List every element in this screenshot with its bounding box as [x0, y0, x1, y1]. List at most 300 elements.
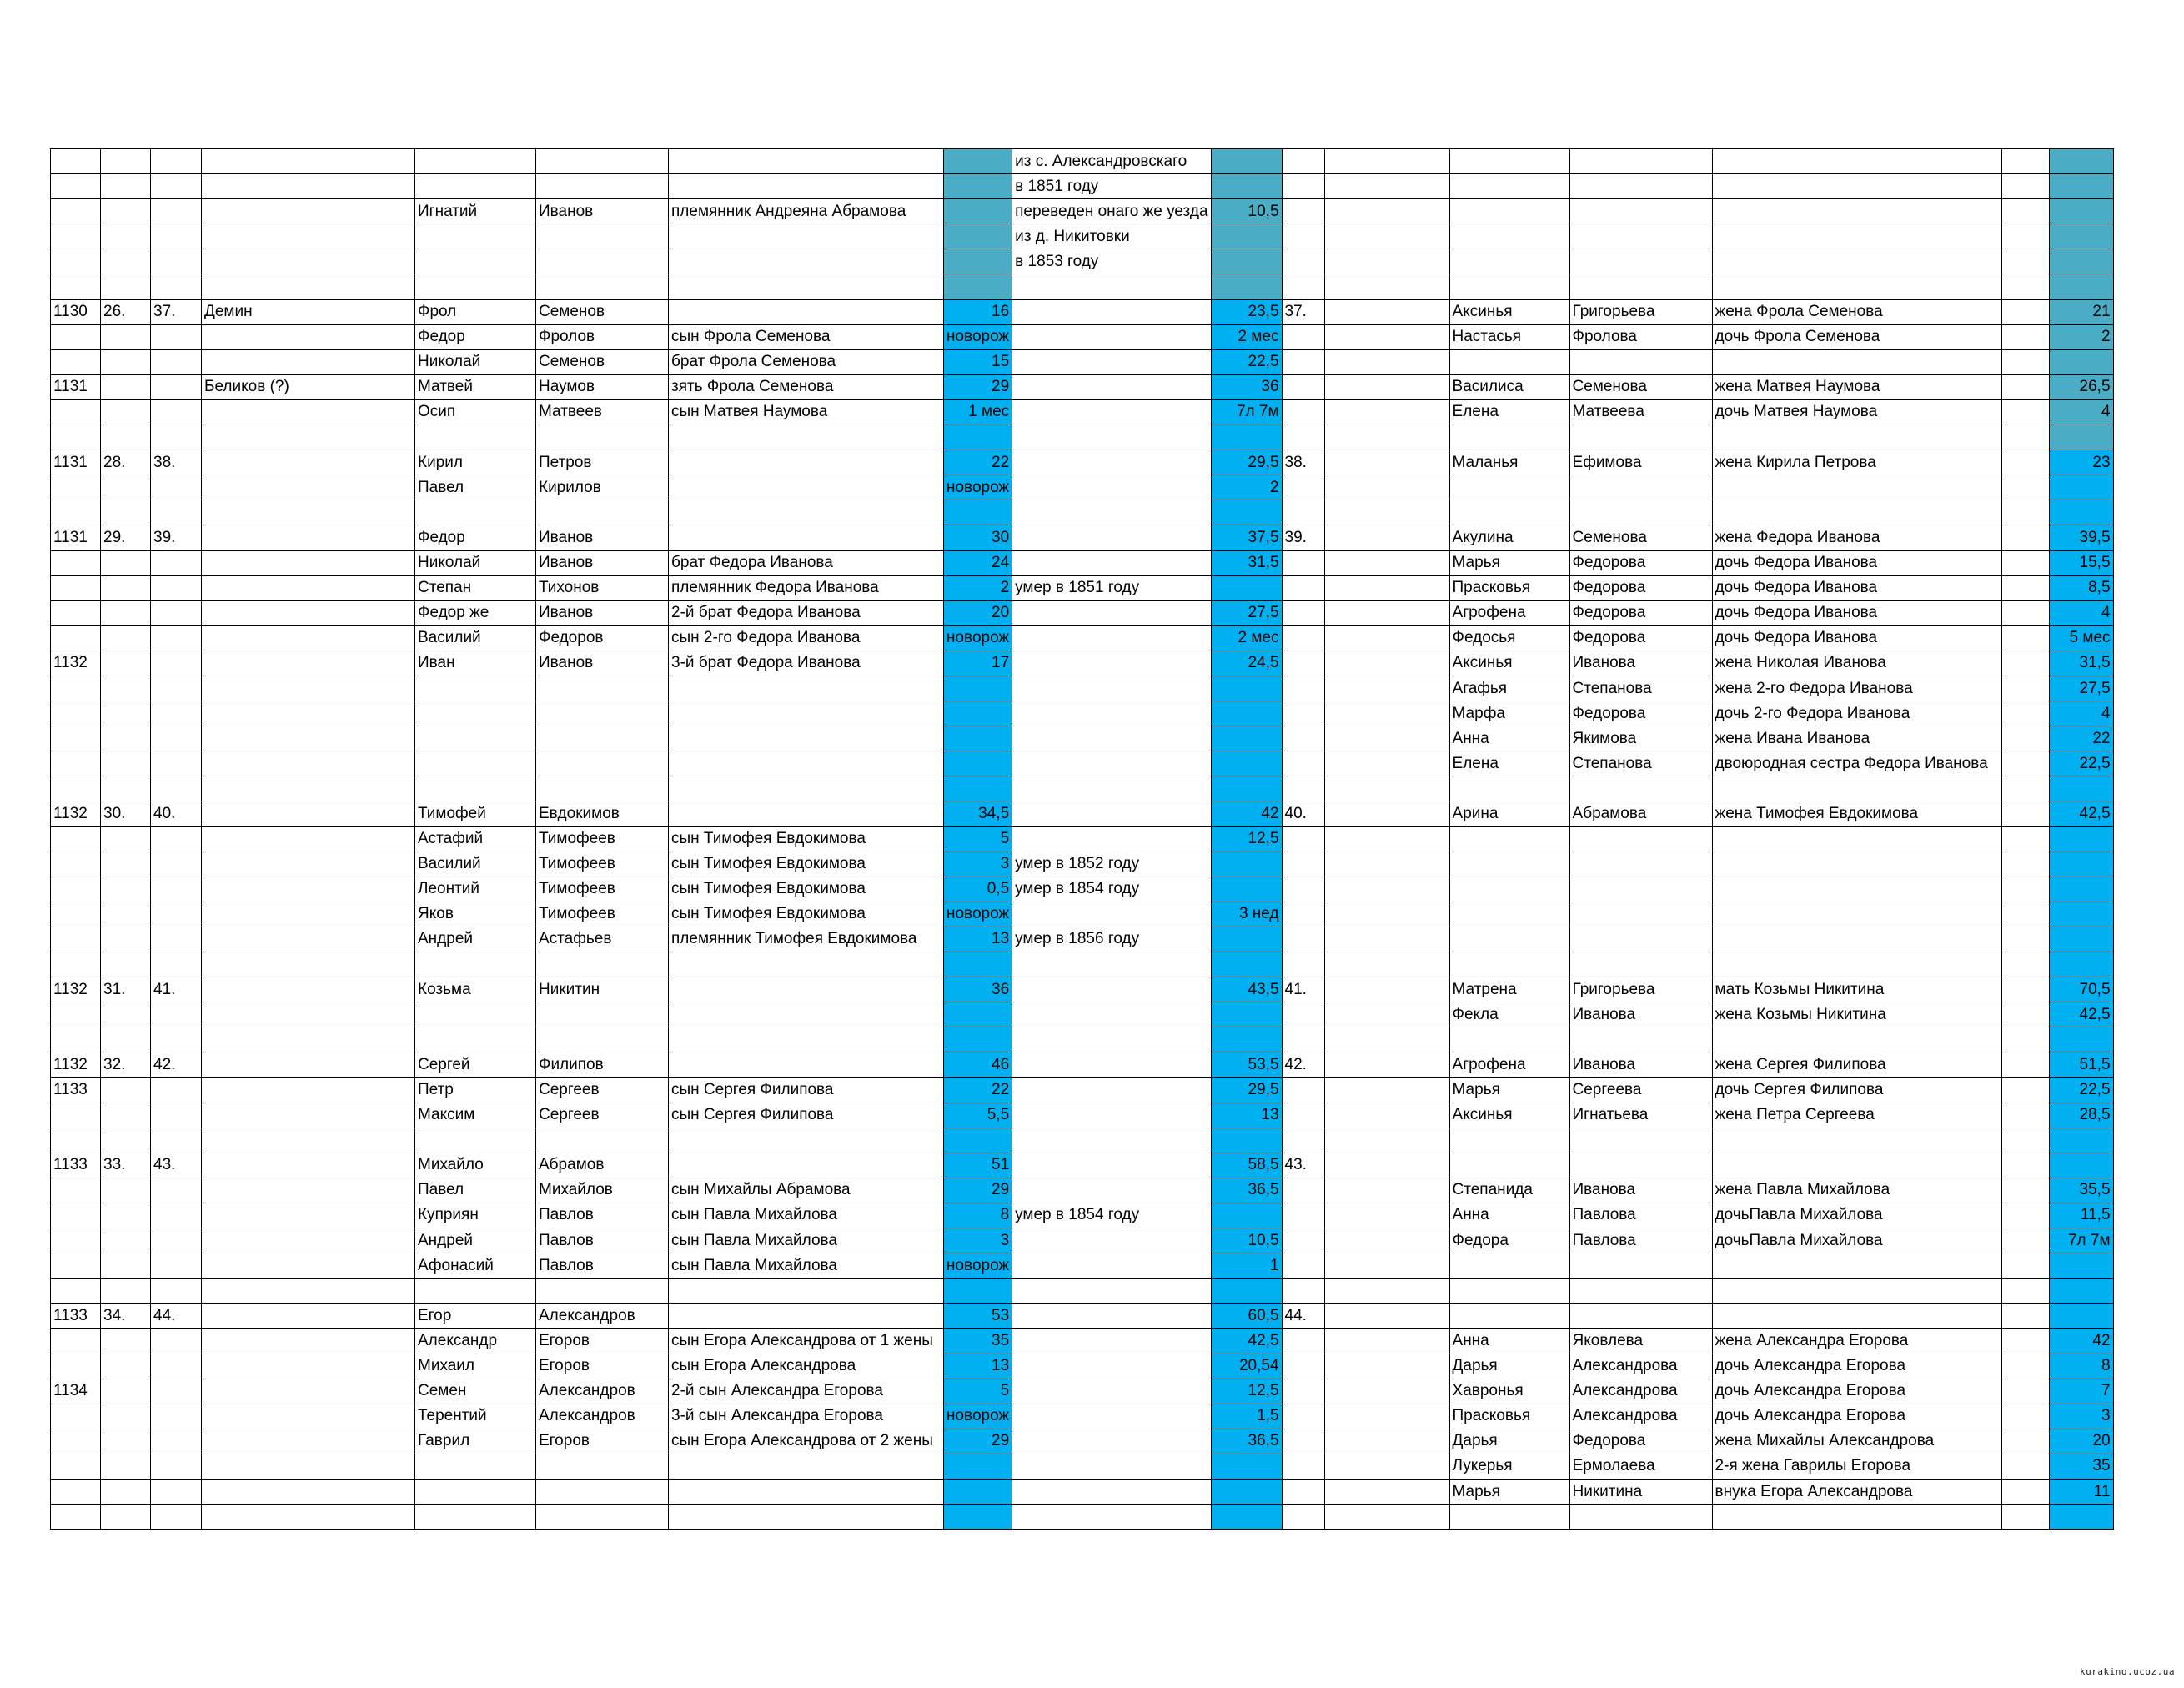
cell-house-no: [51, 902, 101, 927]
cell-first-name: Леонтий: [415, 877, 536, 902]
cell-patronymic: [536, 776, 669, 801]
cell-first-name: Матвей: [415, 374, 536, 399]
cell-relation: сын Егора Александрова от 2 жены: [669, 1429, 944, 1454]
cell-woman-name: Агрофена: [1449, 600, 1569, 625]
cell-male-no: [151, 776, 202, 801]
cell-house-no: 1132: [51, 801, 101, 826]
cell-blank: [1324, 1228, 1449, 1253]
cell-woman-patronymic: Степанова: [1569, 676, 1712, 701]
cell-woman-name: [1449, 952, 1569, 977]
cell-note: [1012, 1078, 1211, 1103]
cell-surname: [202, 776, 415, 801]
cell-female-no: 44.: [1282, 1304, 1324, 1329]
cell-note: [1012, 600, 1211, 625]
cell-woman-age: 35,5: [2049, 1178, 2113, 1203]
cell-note: [1012, 1153, 1211, 1178]
cell-house-no: [51, 575, 101, 600]
cell-woman-age: [2049, 826, 2113, 852]
cell-family-no: [101, 324, 151, 349]
cell-male-no: [151, 676, 202, 701]
cell-note: [1012, 701, 1211, 726]
cell-family-no: [101, 174, 151, 199]
cell-blank2: [2001, 399, 2049, 425]
cell-age-prev: [944, 1002, 1012, 1027]
cell-male-no: [151, 1479, 202, 1504]
cell-first-name: [415, 776, 536, 801]
cell-blank2: [2001, 575, 2049, 600]
cell-male-no: [151, 1203, 202, 1228]
cell-note: умер в 1852 году: [1012, 852, 1211, 877]
cell-first-name: [415, 500, 536, 525]
cell-woman-relation: жена Матвея Наумова: [1712, 374, 2001, 399]
cell-blank2: [2001, 550, 2049, 575]
cell-woman-age: 31,5: [2049, 651, 2113, 676]
cell-surname: [202, 600, 415, 625]
cell-surname: [202, 701, 415, 726]
cell-male-no: [151, 852, 202, 877]
cell-family-no: [101, 1002, 151, 1027]
cell-family-no: [101, 751, 151, 776]
cell-note: [1012, 1505, 1211, 1530]
cell-woman-name: [1449, 174, 1569, 199]
cell-age-prev: 5,5: [944, 1103, 1012, 1128]
cell-woman-age: [2049, 852, 2113, 877]
cell-woman-name: Аксинья: [1449, 1103, 1569, 1128]
cell-patronymic: Петров: [536, 450, 669, 475]
cell-woman-patronymic: [1569, 826, 1712, 852]
cell-relation: [669, 1128, 944, 1153]
cell-male-no: [151, 927, 202, 952]
cell-blank: [1324, 575, 1449, 600]
cell-age-now: 12,5: [1211, 826, 1282, 852]
cell-relation: [669, 1052, 944, 1078]
cell-woman-patronymic: [1569, 500, 1712, 525]
cell-woman-patronymic: [1569, 475, 1712, 500]
cell-woman-relation: жена Николая Иванова: [1712, 651, 2001, 676]
table-row: [51, 550, 2114, 575]
cell-note: [1012, 425, 1211, 450]
cell-blank2: [2001, 776, 2049, 801]
cell-woman-relation: [1712, 274, 2001, 299]
table-row: [51, 274, 2114, 299]
table-row: [51, 852, 2114, 877]
cell-woman-age: 42,5: [2049, 1002, 2113, 1027]
cell-family-no: [101, 425, 151, 450]
cell-woman-relation: жена Федора Иванова: [1712, 525, 2001, 550]
cell-age-now: [1211, 776, 1282, 801]
cell-first-name: Егор: [415, 1304, 536, 1329]
cell-woman-patronymic: Матвеева: [1569, 399, 1712, 425]
cell-note: из с. Александровскаго: [1012, 149, 1211, 174]
cell-age-now: 53,5: [1211, 1052, 1282, 1078]
cell-blank2: [2001, 199, 2049, 224]
cell-woman-age: [2049, 1279, 2113, 1304]
cell-woman-age: [2049, 475, 2113, 500]
cell-house-no: [51, 500, 101, 525]
cell-woman-age: 51,5: [2049, 1052, 2113, 1078]
cell-age-prev: 24: [944, 550, 1012, 575]
cell-woman-relation: жена Козьмы Никитина: [1712, 1002, 2001, 1027]
cell-woman-patronymic: [1569, 1128, 1712, 1153]
cell-blank2: [2001, 1454, 2049, 1479]
cell-woman-name: Агафья: [1449, 676, 1569, 701]
cell-woman-name: Арина: [1449, 801, 1569, 826]
cell-woman-age: [2049, 927, 2113, 952]
cell-note: [1012, 1228, 1211, 1253]
cell-family-no: [101, 149, 151, 174]
cell-age-now: 36: [1211, 374, 1282, 399]
cell-note: [1012, 651, 1211, 676]
cell-male-no: [151, 600, 202, 625]
cell-woman-name: [1449, 852, 1569, 877]
cell-male-no: [151, 826, 202, 852]
cell-blank: [1324, 399, 1449, 425]
cell-first-name: [415, 751, 536, 776]
cell-age-now: [1211, 726, 1282, 751]
cell-family-no: [101, 1027, 151, 1052]
cell-first-name: [415, 224, 536, 249]
cell-first-name: [415, 1454, 536, 1479]
cell-surname: [202, 1178, 415, 1203]
cell-male-no: [151, 174, 202, 199]
table-row: [51, 877, 2114, 902]
cell-note: [1012, 776, 1211, 801]
cell-woman-age: [2049, 425, 2113, 450]
cell-patronymic: [536, 500, 669, 525]
cell-relation: сын Фрола Семенова: [669, 324, 944, 349]
cell-woman-patronymic: [1569, 199, 1712, 224]
cell-surname: [202, 676, 415, 701]
cell-blank2: [2001, 651, 2049, 676]
cell-blank2: [2001, 1153, 2049, 1178]
cell-age-prev: 5: [944, 1379, 1012, 1404]
cell-woman-relation: [1712, 1153, 2001, 1178]
cell-house-no: [51, 249, 101, 274]
cell-blank: [1324, 199, 1449, 224]
cell-relation: [669, 450, 944, 475]
cell-first-name: [415, 726, 536, 751]
cell-age-now: 31,5: [1211, 550, 1282, 575]
cell-woman-name: Анна: [1449, 1329, 1569, 1354]
cell-woman-patronymic: [1569, 224, 1712, 249]
cell-blank2: [2001, 1479, 2049, 1504]
cell-blank2: [2001, 1505, 2049, 1530]
cell-first-name: Семен: [415, 1379, 536, 1404]
cell-female-no: [1282, 1228, 1324, 1253]
cell-patronymic: Филипов: [536, 1052, 669, 1078]
cell-first-name: Петр: [415, 1078, 536, 1103]
table-row: [51, 199, 2114, 224]
cell-surname: [202, 349, 415, 374]
cell-female-no: [1282, 174, 1324, 199]
cell-male-no: [151, 149, 202, 174]
cell-first-name: Гаврил: [415, 1429, 536, 1454]
cell-blank: [1324, 299, 1449, 324]
cell-woman-relation: жена Тимофея Евдокимова: [1712, 801, 2001, 826]
table-row: [51, 249, 2114, 274]
cell-female-no: [1282, 1404, 1324, 1429]
table-row: [51, 1253, 2114, 1279]
cell-woman-patronymic: Александрова: [1569, 1404, 1712, 1429]
cell-age-prev: 16: [944, 299, 1012, 324]
table-row: [51, 425, 2114, 450]
table-row: [51, 977, 2114, 1002]
cell-blank: [1324, 149, 1449, 174]
cell-woman-relation: двоюродная сестра Федора Иванова: [1712, 751, 2001, 776]
cell-female-no: [1282, 324, 1324, 349]
table-row: [51, 651, 2114, 676]
cell-woman-name: Анна: [1449, 726, 1569, 751]
cell-blank2: [2001, 1379, 2049, 1404]
cell-note: в 1851 году: [1012, 174, 1211, 199]
cell-first-name: [415, 701, 536, 726]
cell-surname: [202, 977, 415, 1002]
cell-first-name: Федор же: [415, 600, 536, 625]
cell-woman-age: 4: [2049, 600, 2113, 625]
cell-blank: [1324, 1329, 1449, 1354]
cell-house-no: [51, 1404, 101, 1429]
cell-blank2: [2001, 1002, 2049, 1027]
cell-woman-relation: дочь Федора Иванова: [1712, 625, 2001, 651]
cell-surname: [202, 1404, 415, 1429]
cell-age-now: 2 мес: [1211, 625, 1282, 651]
cell-female-no: [1282, 751, 1324, 776]
cell-surname: [202, 1078, 415, 1103]
cell-relation: [669, 1153, 944, 1178]
cell-woman-relation: мать Козьмы Никитина: [1712, 977, 2001, 1002]
table-row: [51, 751, 2114, 776]
cell-blank: [1324, 1027, 1449, 1052]
cell-woman-name: Маланья: [1449, 450, 1569, 475]
cell-male-no: [151, 1279, 202, 1304]
cell-blank2: [2001, 1052, 2049, 1078]
cell-blank2: [2001, 1078, 2049, 1103]
cell-first-name: Михаил: [415, 1354, 536, 1379]
cell-family-no: [101, 1479, 151, 1504]
cell-house-no: [51, 852, 101, 877]
cell-family-no: [101, 776, 151, 801]
cell-surname: [202, 324, 415, 349]
cell-woman-name: [1449, 826, 1569, 852]
cell-woman-name: Лукерья: [1449, 1454, 1569, 1479]
cell-blank2: [2001, 450, 2049, 475]
cell-first-name: Игнатий: [415, 199, 536, 224]
cell-woman-relation: 2-я жена Гаврилы Егорова: [1712, 1454, 2001, 1479]
cell-patronymic: Егоров: [536, 1354, 669, 1379]
cell-relation: сын Сергея Филипова: [669, 1103, 944, 1128]
cell-age-prev: [944, 199, 1012, 224]
cell-surname: [202, 877, 415, 902]
cell-note: умер в 1851 году: [1012, 575, 1211, 600]
cell-woman-relation: дочь Федора Иванова: [1712, 550, 2001, 575]
cell-first-name: [415, 1027, 536, 1052]
cell-relation: сын Тимофея Евдокимова: [669, 826, 944, 852]
cell-age-prev: 51: [944, 1153, 1012, 1178]
cell-house-no: [51, 701, 101, 726]
cell-woman-patronymic: [1569, 927, 1712, 952]
cell-family-no: [101, 826, 151, 852]
cell-blank2: [2001, 299, 2049, 324]
cell-family-no: [101, 1178, 151, 1203]
cell-family-no: 31.: [101, 977, 151, 1002]
cell-house-no: [51, 425, 101, 450]
cell-age-now: [1211, 952, 1282, 977]
cell-blank: [1324, 1304, 1449, 1329]
cell-note: [1012, 1103, 1211, 1128]
cell-blank2: [2001, 224, 2049, 249]
cell-note: [1012, 952, 1211, 977]
cell-woman-name: Елена: [1449, 399, 1569, 425]
cell-house-no: [51, 1479, 101, 1504]
cell-female-no: [1282, 1253, 1324, 1279]
cell-age-prev: 35: [944, 1329, 1012, 1354]
cell-male-no: [151, 500, 202, 525]
cell-family-no: [101, 600, 151, 625]
cell-age-prev: 15: [944, 349, 1012, 374]
cell-surname: [202, 952, 415, 977]
cell-surname: [202, 525, 415, 550]
cell-female-no: 42.: [1282, 1052, 1324, 1078]
cell-note: [1012, 374, 1211, 399]
cell-age-prev: новорож: [944, 902, 1012, 927]
cell-age-now: [1211, 1027, 1282, 1052]
cell-woman-relation: жена Петра Сергеева: [1712, 1103, 2001, 1128]
cell-woman-age: [2049, 249, 2113, 274]
cell-woman-patronymic: Семенова: [1569, 525, 1712, 550]
cell-blank: [1324, 525, 1449, 550]
table-row: [51, 801, 2114, 826]
cell-female-no: [1282, 902, 1324, 927]
cell-patronymic: [536, 952, 669, 977]
cell-blank2: [2001, 425, 2049, 450]
cell-male-no: [151, 952, 202, 977]
cell-woman-name: [1449, 1128, 1569, 1153]
cell-patronymic: Семенов: [536, 299, 669, 324]
cell-woman-patronymic: Ермолаева: [1569, 1454, 1712, 1479]
cell-family-no: [101, 349, 151, 374]
cell-male-no: [151, 1329, 202, 1354]
cell-age-prev: [944, 249, 1012, 274]
cell-woman-patronymic: Григорьева: [1569, 299, 1712, 324]
cell-surname: [202, 902, 415, 927]
cell-blank2: [2001, 751, 2049, 776]
cell-family-no: [101, 952, 151, 977]
cell-woman-relation: [1712, 1027, 2001, 1052]
cell-age-prev: 1 мес: [944, 399, 1012, 425]
cell-blank2: [2001, 600, 2049, 625]
cell-surname: [202, 1304, 415, 1329]
cell-woman-relation: дочь 2-го Федора Иванова: [1712, 701, 2001, 726]
cell-surname: [202, 726, 415, 751]
cell-age-prev: 29: [944, 1178, 1012, 1203]
cell-blank2: [2001, 625, 2049, 651]
cell-woman-age: 5 мес: [2049, 625, 2113, 651]
cell-blank2: [2001, 149, 2049, 174]
cell-woman-name: [1449, 149, 1569, 174]
cell-woman-name: [1449, 927, 1569, 952]
cell-blank: [1324, 1454, 1449, 1479]
cell-note: [1012, 751, 1211, 776]
cell-note: [1012, 1354, 1211, 1379]
cell-age-now: 37,5: [1211, 525, 1282, 550]
cell-woman-patronymic: [1569, 1505, 1712, 1530]
cell-relation: племянник Тимофея Евдокимова: [669, 927, 944, 952]
cell-house-no: [51, 324, 101, 349]
cell-family-no: [101, 1454, 151, 1479]
table-row: [51, 1279, 2114, 1304]
cell-woman-age: [2049, 349, 2113, 374]
cell-family-no: [101, 1103, 151, 1128]
cell-age-now: 13: [1211, 1103, 1282, 1128]
cell-family-no: [101, 1228, 151, 1253]
cell-house-no: [51, 550, 101, 575]
cell-surname: [202, 399, 415, 425]
cell-first-name: Осип: [415, 399, 536, 425]
cell-woman-patronymic: [1569, 852, 1712, 877]
cell-note: [1012, 1304, 1211, 1329]
table-row: [51, 1479, 2114, 1504]
cell-blank: [1324, 1354, 1449, 1379]
cell-woman-relation: жена Ивана Иванова: [1712, 726, 2001, 751]
cell-female-no: [1282, 651, 1324, 676]
cell-blank: [1324, 1153, 1449, 1178]
cell-age-now: 29,5: [1211, 450, 1282, 475]
cell-woman-age: 39,5: [2049, 525, 2113, 550]
cell-relation: [669, 1279, 944, 1304]
table-row: [51, 349, 2114, 374]
cell-family-no: 30.: [101, 801, 151, 826]
cell-house-no: 1132: [51, 1052, 101, 1078]
cell-blank: [1324, 902, 1449, 927]
cell-woman-relation: [1712, 349, 2001, 374]
cell-woman-patronymic: Иванова: [1569, 651, 1712, 676]
cell-surname: [202, 1354, 415, 1379]
cell-male-no: 37.: [151, 299, 202, 324]
cell-blank2: [2001, 1027, 2049, 1052]
cell-blank2: [2001, 1228, 2049, 1253]
cell-age-now: 36,5: [1211, 1429, 1282, 1454]
cell-woman-name: [1449, 902, 1569, 927]
cell-age-now: 23,5: [1211, 299, 1282, 324]
cell-female-no: [1282, 1379, 1324, 1404]
cell-house-no: 1134: [51, 1379, 101, 1404]
cell-age-now: [1211, 500, 1282, 525]
cell-family-no: [101, 575, 151, 600]
cell-woman-age: [2049, 149, 2113, 174]
cell-age-prev: 2: [944, 575, 1012, 600]
cell-woman-name: [1449, 249, 1569, 274]
cell-blank2: [2001, 676, 2049, 701]
cell-age-now: [1211, 852, 1282, 877]
cell-age-prev: новорож: [944, 1253, 1012, 1279]
cell-woman-age: [2049, 224, 2113, 249]
cell-age-now: 7л 7м: [1211, 399, 1282, 425]
cell-surname: [202, 1203, 415, 1228]
cell-woman-patronymic: [1569, 877, 1712, 902]
cell-male-no: 39.: [151, 525, 202, 550]
cell-relation: сын Павла Михайлова: [669, 1253, 944, 1279]
cell-female-no: 38.: [1282, 450, 1324, 475]
cell-blank2: [2001, 1279, 2049, 1304]
cell-age-now: [1211, 877, 1282, 902]
cell-woman-patronymic: Иванова: [1569, 1052, 1712, 1078]
cell-family-no: [101, 475, 151, 500]
cell-patronymic: Иванов: [536, 600, 669, 625]
cell-family-no: [101, 726, 151, 751]
cell-note: [1012, 1329, 1211, 1354]
cell-woman-name: Прасковья: [1449, 1404, 1569, 1429]
cell-relation: [669, 1002, 944, 1027]
